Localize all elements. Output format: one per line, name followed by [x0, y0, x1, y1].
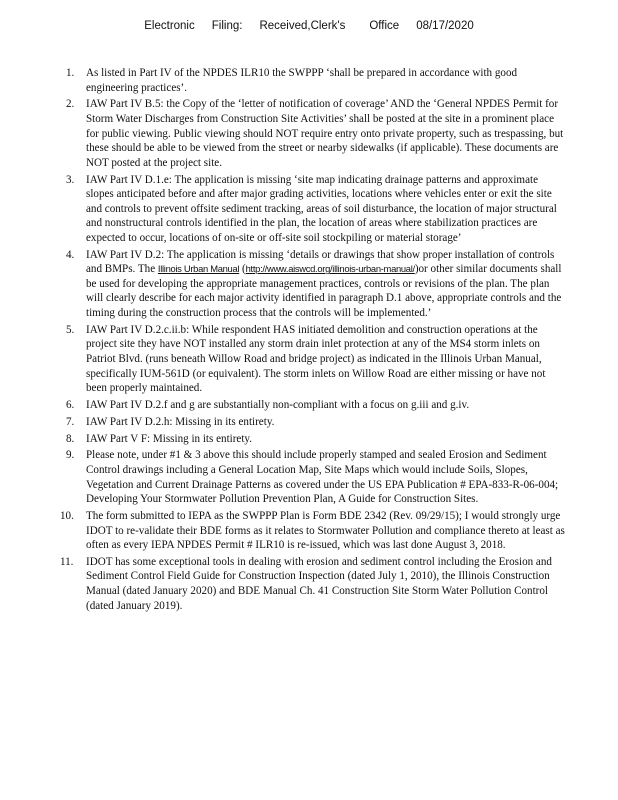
list-item: [66, 432, 566, 447]
urban-manual-link[interactable]: http://www.aiswcd.org/illinois-urban-manual/: [245, 263, 415, 275]
item-text: IAW Part IV D.2.h: Missing in its entirety.: [86, 415, 275, 428]
header-received-clerks: Received,Clerk's: [259, 20, 346, 32]
item-text: IAW Part IV B.5: the Copy of the ‘letter of notification of coverage’ AND the ‘General NPDES Permit for Storm Water Discharges from Construction Site Activities’ shall be posted at the site in a prominent place for public viewing. Public viewing should NOT require entry onto private property, such as trespassing, but these should be able to be viewed from the street or nearby sidewalks (if applicable). These documents are NOT posted at the project site.: [86, 98, 564, 169]
list-item: [66, 415, 566, 430]
urban-manual-title: Illinois Urban Manual: [157, 263, 240, 275]
list-item: [66, 323, 566, 396]
item-text: IDOT has some exceptional tools in dealing with erosion and sediment control including the Erosion and Sediment Control Field Guide for Construction Inspection (dated July 1, 2010), the Illinois Construction Manual (dated January 2020) and BDE Manual Ch. 41 Construction Site Storm Water Pollution Control (dated January 2019).: [86, 555, 552, 612]
item-number: 6.: [66, 399, 75, 411]
item-text: IAW Part IV D.1.e: The application is missing ‘site map indicating drainage patterns and approximate slopes anticipated before and after major grading activities, locations where vehicles enter or exit the site and controls to prevent offsite sediment tracking, areas of soil disturbance, the location of major structural and nonstructural controls identified in the plan, the location of areas where stabilization practices are expected to occur, locations of on-site or off-site soil stockpiling or material storage’: [86, 173, 557, 244]
item-number: 7.: [66, 415, 75, 428]
findings-list: [60, 66, 566, 615]
header-date: 08/17/2020: [416, 20, 474, 32]
list-item: [66, 398, 566, 413]
item-text: The form submitted to IEPA as the SWPPP Plan is Form BDE 2342 (Rev. 09/29/15); I would strongly urge IDOT to re-validate their BDE forms as it relates to Stormwater Pollution and compliance thereto at least as often as every IEPA NPDES Permit # ILR10 is re-issued, which was last done August 3, 2018.: [86, 509, 565, 552]
filing-header: [0, 20, 618, 32]
list-item: [66, 66, 566, 95]
item-text: )or other similar documents shall be used for developing the appropriate management practices, controls or revisions of the plan. The plan will clearly describe for each major activity identified in paragraph D.1 above, appropriate controls and the timing during the construction process that the controls will be implemented.’: [86, 263, 562, 320]
item-text: (: [239, 263, 246, 276]
item-number: 10.: [60, 509, 74, 522]
item-number: 3.: [66, 173, 75, 186]
item-text: As listed in Part IV of the NPDES ILR10 the SWPPP ‘shall be prepared in accordance with good engineering practices’.: [86, 67, 518, 94]
item-number: 8.: [66, 432, 75, 445]
item-text: IAW Part IV D.2: The application is missing ‘details or drawings that show proper installation of controls and BMPs. The: [86, 248, 555, 276]
list-item: [60, 509, 566, 553]
item-number: 1.: [66, 67, 75, 79]
item-number: 4.: [66, 248, 75, 261]
item-number: 2.: [66, 98, 75, 111]
item-number: 11.: [60, 555, 74, 568]
list-item: [66, 448, 566, 506]
item-text: IAW Part IV D.2.f and g are substantially non-compliant with a focus on g.iii and g.iv.: [86, 399, 470, 411]
list-item: [66, 173, 566, 246]
item-number: 9.: [66, 449, 75, 462]
item-text: Please note, under #1 & 3 above this should include properly stamped and sealed Erosion and Sediment Control drawings including a General Location Map, Site Maps which would include Soils, Slopes, Vegetation and Current Drainage Patterns as covered under the US EPA Publication # EPA-833-R-06-004; Developing Your Stormwater Pollution Prevention Plan, A Guide for Construction Sites.: [86, 449, 559, 506]
item-number: 5.: [66, 323, 75, 336]
header-electronic: Electronic: [144, 20, 195, 32]
header-office: Office: [369, 20, 400, 32]
list-item: [60, 555, 566, 613]
item-text: IAW Part IV D.2.c.ii.b: While respondent HAS initiated demolition and construction operations at the project site they have NOT installed any storm drain inlet protection at any of the MS4 storm inlets on Patriot Blvd. (runs beneath Willow Road and bridge project) as indicated in the Illinois Urban Manual, specifically IUM-561D (or equivalent). The storm inlets on Willow Road are either missing or have not been properly maintained.: [86, 323, 546, 395]
list-item: [66, 248, 566, 321]
list-item: [66, 97, 566, 170]
item-text: IAW Part V F: Missing in its entirety.: [86, 432, 253, 445]
header-filing: Filing:: [211, 20, 243, 32]
